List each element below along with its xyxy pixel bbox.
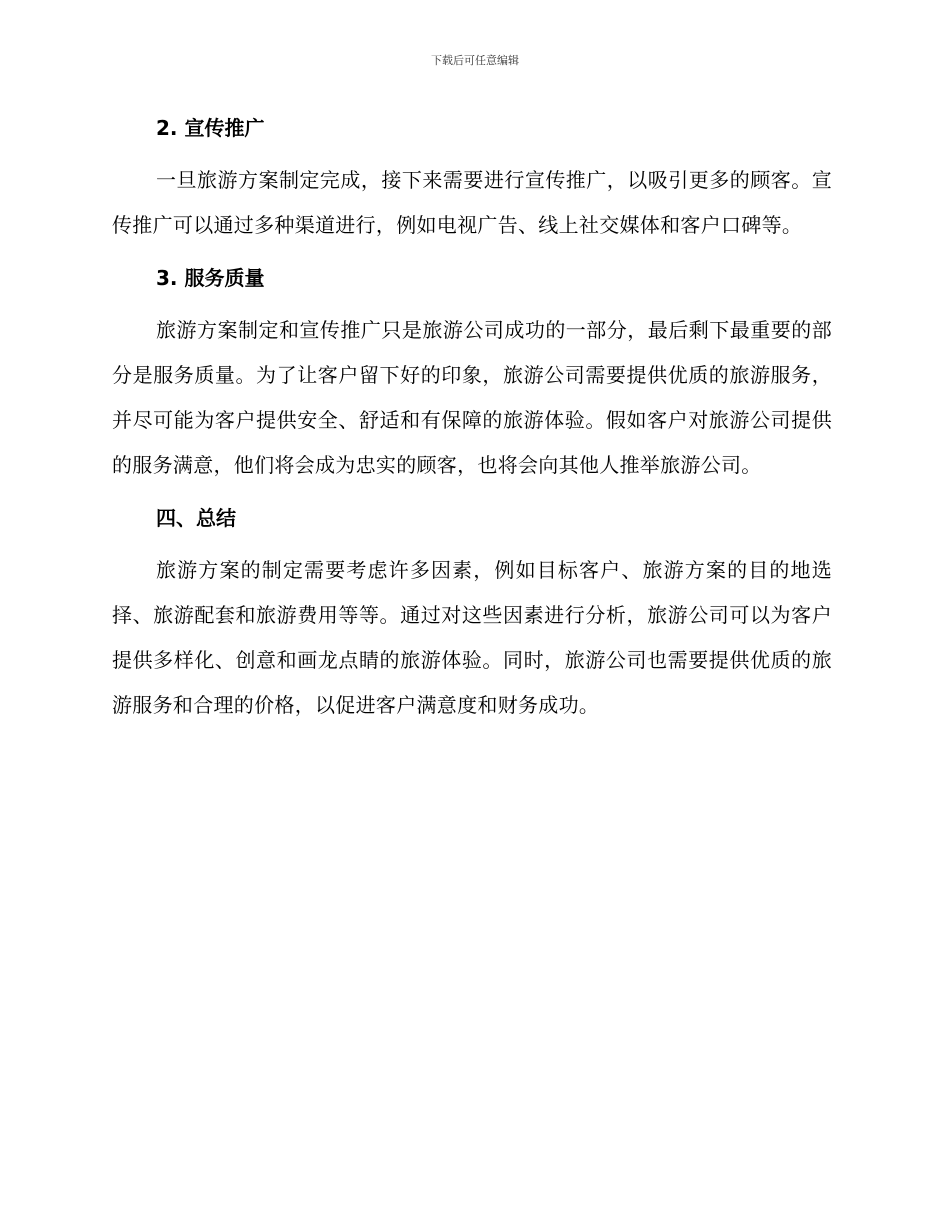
section-service-quality bbox=[112, 258, 832, 488]
section-publicity bbox=[112, 108, 832, 248]
section-paragraph: 旅游方案制定和宣传推广只是旅游公司成功的一部分，最后剩下最重要的部分是服务质量。为了让客户留下好的印象，旅游公司需要提供优质的旅游服务，并尽可能为客户提供安全、舒适和有保障的旅游体验。假如客户对旅游公司提供的服务满意，他们将会成为忠实的顾客，也将会向其他人推举旅游公司。 bbox=[112, 318, 832, 477]
section-heading: 四、总结 bbox=[156, 506, 236, 530]
page-header: 下载后可任意编辑 bbox=[431, 54, 519, 67]
section-summary bbox=[112, 498, 832, 728]
section-heading: 2. 宣传推广 bbox=[156, 116, 265, 140]
document-body bbox=[112, 108, 832, 738]
section-heading: 3. 服务质量 bbox=[156, 266, 265, 290]
section-paragraph: 旅游方案的制定需要考虑许多因素，例如目标客户、旅游方案的目的地选择、旅游配套和旅游费用等等。通过对这些因素进行分析，旅游公司可以为客户提供多样化、创意和画龙点睛的旅游体验。同时，旅游公司也需要提供优质的旅游服务和合理的价格，以促进客户满意度和财务成功。 bbox=[112, 558, 832, 717]
section-paragraph: 一旦旅游方案制定完成，接下来需要进行宣传推广，以吸引更多的顾客。宣传推广可以通过多种渠道进行，例如电视广告、线上社交媒体和客户口碑等。 bbox=[112, 168, 832, 237]
